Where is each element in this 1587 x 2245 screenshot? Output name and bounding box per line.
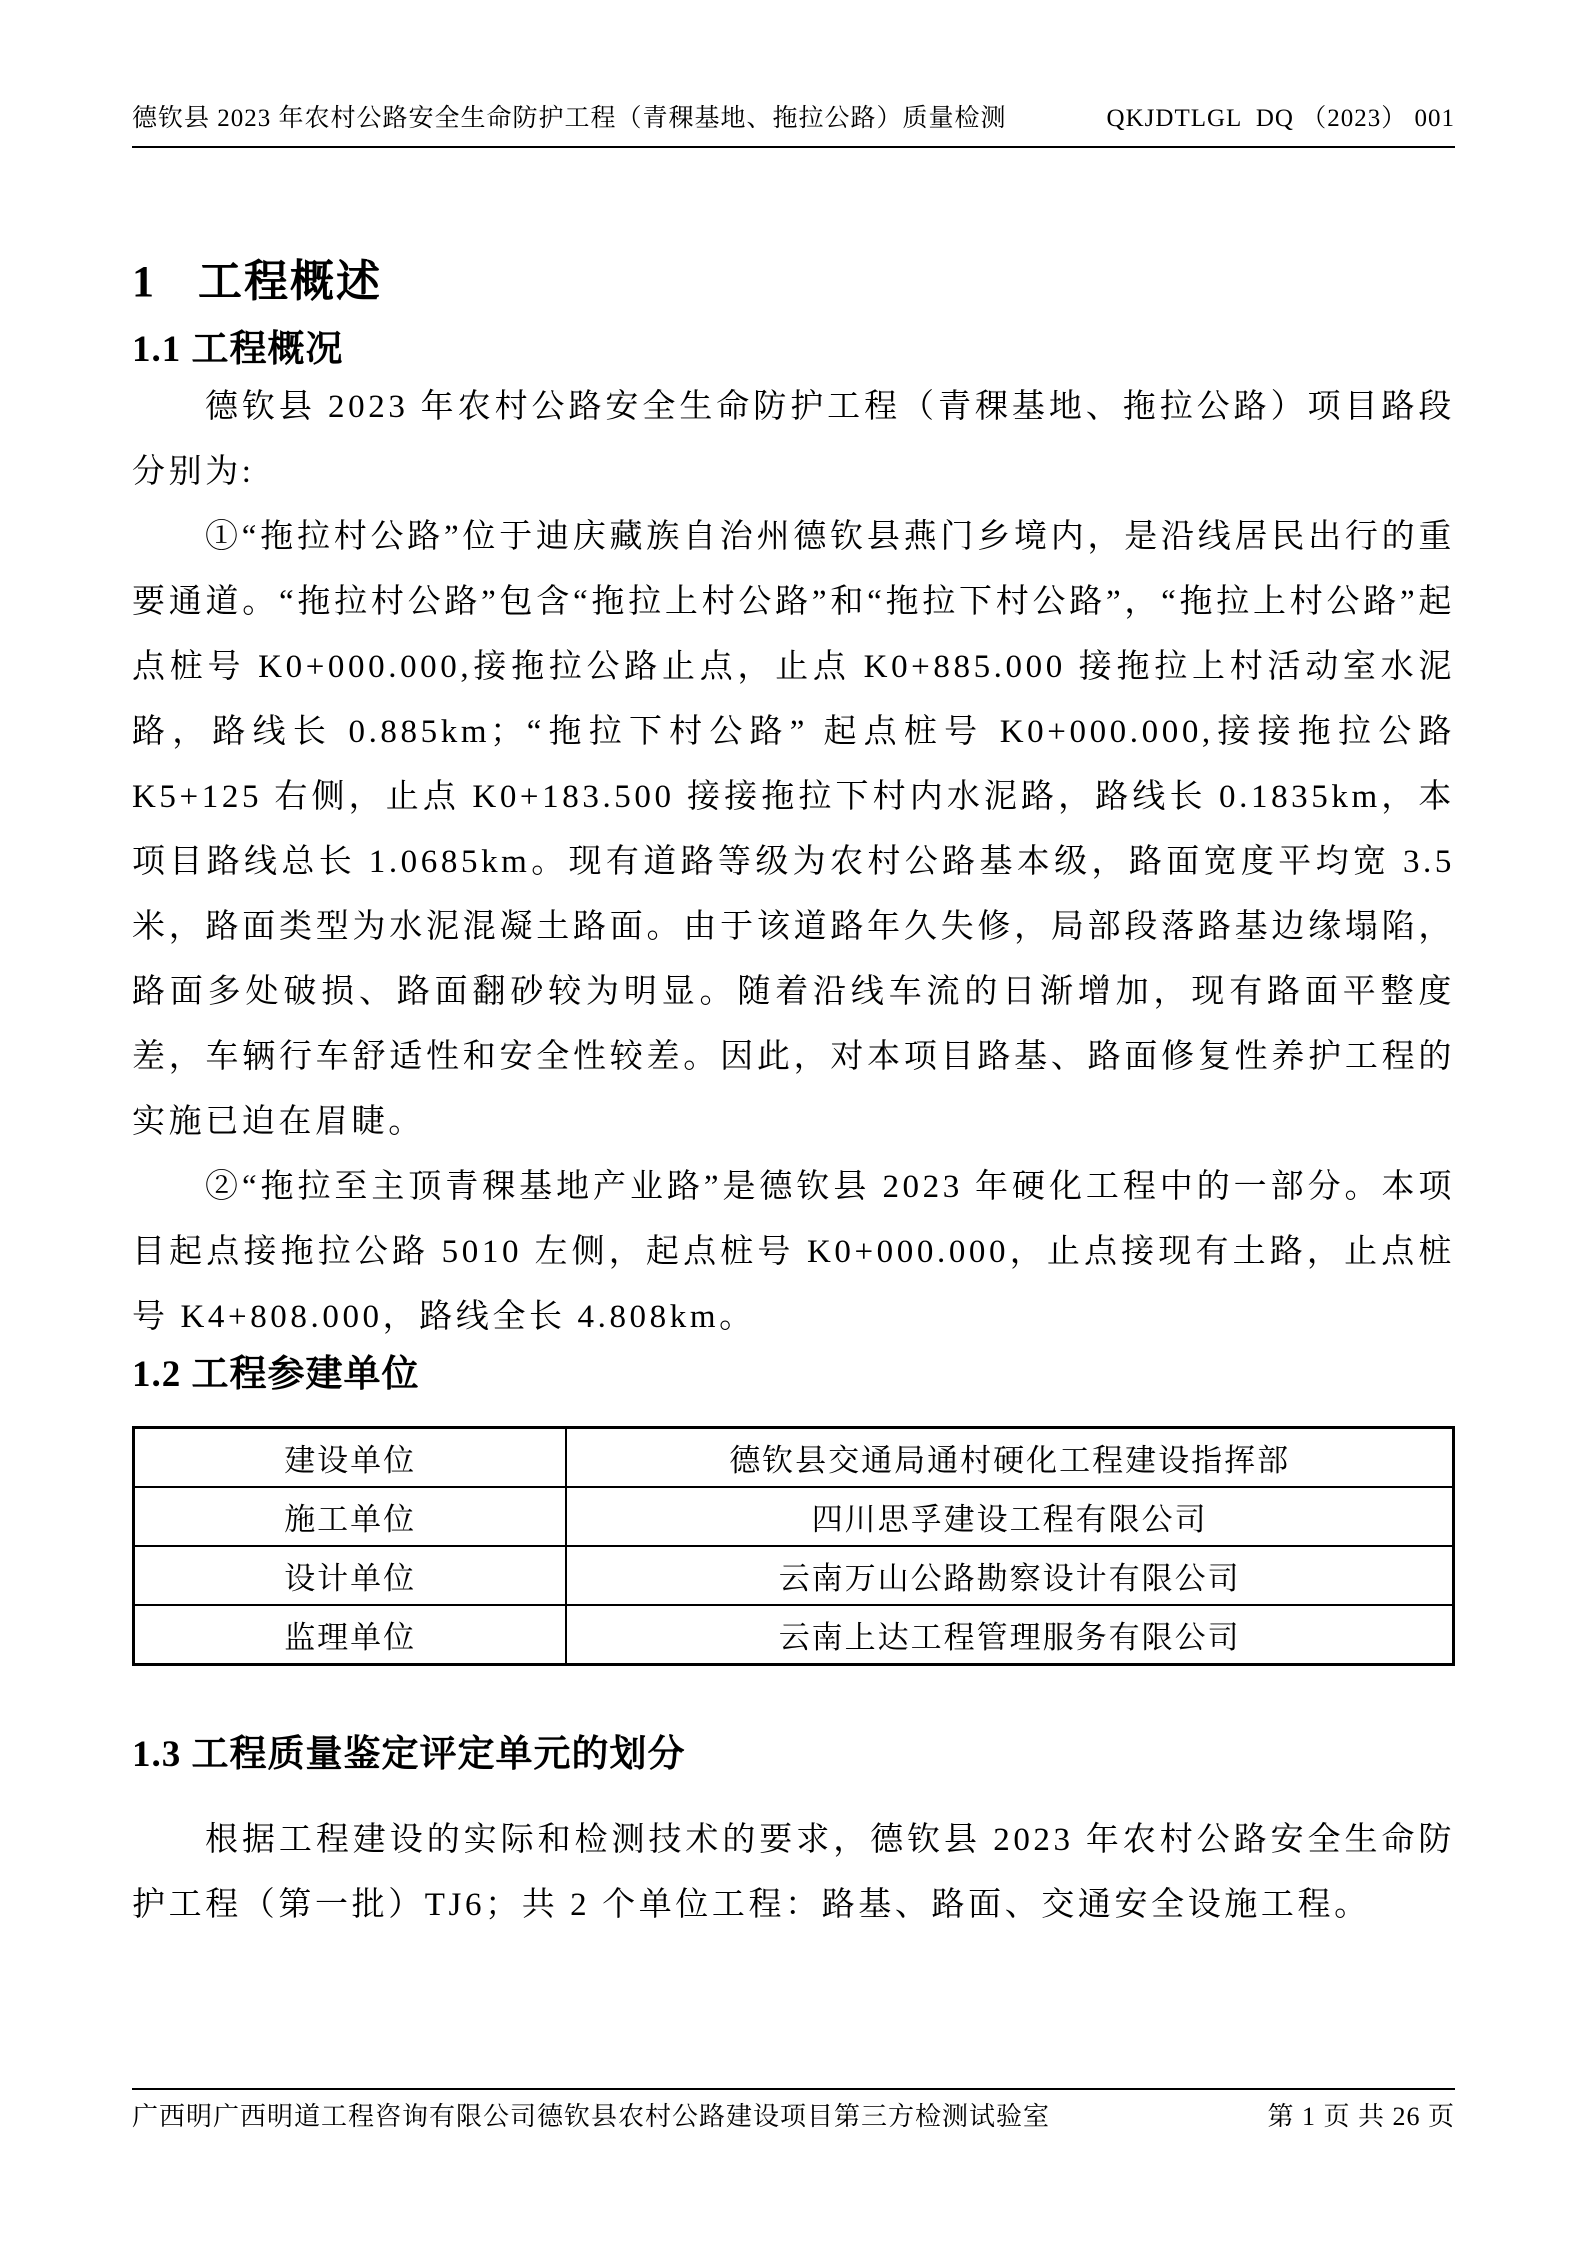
- footer-organization: 广西明广西明道工程咨询有限公司德钦县农村公路建设项目第三方检测试验室: [132, 2102, 1051, 2131]
- overview-paragraph-intro: 德钦县 2023 年农村公路安全生命防护工程（青稞基地、拖拉公路）项目路段分别为:: [132, 389, 1455, 490]
- section-heading-participants: 1.2 工程参建单位: [132, 1354, 420, 1395]
- table-row: [134, 1428, 1454, 1488]
- overview-paragraph-road2: ②“拖拉至主顶青稞基地产业路”是德钦县 2023 年硬化工程中的一部分。本项目起点接拖拉公路 5010 左侧，起点桩号 K0+000.000，止点接现有土路，止点桩号 K4+808.000，路线全长 4.808km。: [132, 1169, 1455, 1335]
- chapter-heading: [132, 253, 1455, 311]
- document-content: [132, 145, 1455, 1938]
- overview-paragraph-road1: ①“拖拉村公路”位于迪庆藏族自治州德钦县燕门乡境内，是沿线居民出行的重要通道。“拖拉村公路”包含“拖拉上村公路”和“拖拉下村公路”，“拖拉上村公路”起点桩号 K0+000.000,接拖拉公路止点，止点 K0+885.000 接拖拉上村活动室水泥路，路线长 0.885km；“拖拉下村公路” 起点桩号 K0+000.000,接接拖拉公路 K5+125 右侧，止点 K0+183.500 接接拖拉下村内水泥路，路线长 0.1835km，本项目路线总长 1.0685km。现有道路等级为农村公路基本级，路面宽度平均宽 3.5 米，路面类型为水泥混凝土路面。由于该道路年久失修，局部段落路基边缘塌陷，路面多处破损、路面翻砂较为明显。随着沿线车流的日渐增加，现有路面平整度差，车辆行车舒适性和安全性较差。因此，对本项目路基、路面修复性养护工程的实施已迫在眉睫。: [132, 519, 1455, 1140]
- chapter-number: 1: [132, 257, 156, 306]
- overview-body: [132, 375, 1455, 1350]
- participants-table: [132, 1426, 1455, 1666]
- table-row: [134, 1605, 1454, 1665]
- unit-role-cell: 施工单位: [134, 1487, 567, 1546]
- page-header: [132, 98, 1455, 148]
- unit-name-cell: 四川思孚建设工程有限公司: [566, 1487, 1453, 1546]
- header-title: 德钦县 2023 年农村公路安全生命防护工程（青稞基地、拖拉公路）质量检测: [132, 105, 1007, 132]
- chapter-title: 工程概述: [198, 257, 382, 306]
- unit-role-cell: 设计单位: [134, 1546, 567, 1605]
- header-doc-number: QKJDTLGL DQ （2023） 001: [1106, 105, 1455, 132]
- unit-name-cell: 云南上达工程管理服务有限公司: [566, 1605, 1453, 1665]
- footer-page-info: 第 1 页 共 26 页: [1267, 2102, 1455, 2131]
- table-row: [134, 1546, 1454, 1605]
- table-row: [134, 1487, 1454, 1546]
- section-heading-overview: 1.1 工程概况: [132, 329, 344, 370]
- units-body: [132, 1808, 1455, 1938]
- page-footer: [132, 2088, 1455, 2133]
- unit-name-cell: 德钦县交通局通村硬化工程建设指挥部: [566, 1428, 1453, 1488]
- section-heading-units: 1.3 工程质量鉴定评定单元的划分: [132, 1734, 686, 1775]
- unit-role-cell: 监理单位: [134, 1605, 567, 1665]
- unit-role-cell: 建设单位: [134, 1428, 567, 1488]
- units-paragraph: 根据工程建设的实际和检测技术的要求，德钦县 2023 年农村公路安全生命防护工程（第一批）TJ6；共 2 个单位工程：路基、路面、交通安全设施工程。: [132, 1822, 1455, 1923]
- unit-name-cell: 云南万山公路勘察设计有限公司: [566, 1546, 1453, 1605]
